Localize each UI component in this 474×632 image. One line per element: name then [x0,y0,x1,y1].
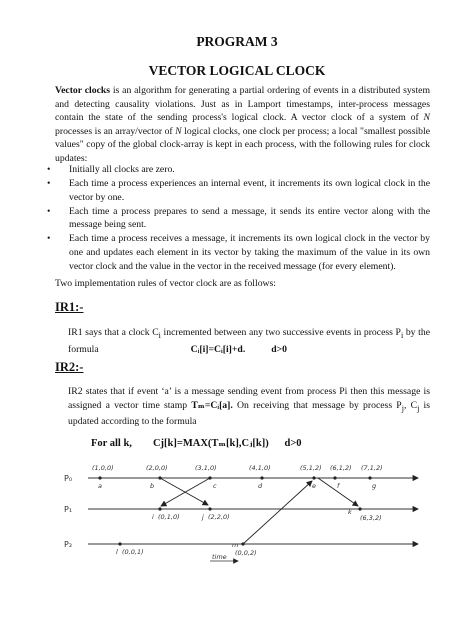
p0-vector: (6,1,2) [330,464,352,472]
p0-vector: (1,0,0) [92,464,114,472]
p0-label: P₀ [64,474,73,483]
p1-label: P₁ [64,505,73,514]
p1-vector: (2,2,0) [208,513,230,521]
list-item-text: Initially all clocks are zero. [69,164,175,175]
formula-cond: d>0 [284,438,302,449]
event-dot [98,476,101,479]
ir1-heading: IR1:- [55,300,84,314]
event-dot [358,507,361,510]
event-label: f [337,482,340,490]
event-dot [260,476,263,479]
intro-text3: logical clocks, one clock per process; a local "smallest possible values" copy of the global clock-array is kept in each process, with the following rules for clock updates: [55,125,430,164]
event-dot [368,476,371,479]
ir2-sub: j [401,403,404,413]
event-dot [158,507,161,510]
ir1-sub2: i [400,330,404,340]
intro-text2: processes is an array/vector of [55,125,176,137]
ir1-text-b: incremented between any two successive events in process P [160,327,401,338]
ir2-text2: On receiving that message by process P [232,399,402,411]
p0-vector: (2,0,0) [146,464,168,472]
p1-vector: (0,1,0) [158,513,180,521]
ir1-formula: Cᵢ[i]=Cᵢ[i]+d. [190,343,246,355]
ir1-text-c: by the formula [68,327,431,355]
ir1-sub: i [158,330,161,340]
message-arrow [160,478,208,505]
intro-n1: N [423,112,430,124]
program-heading: PROGRAM 3 [196,34,278,49]
list-item-text: Each time a process experiences an internal event, it increments its own logical clock in the vector by one. [69,178,430,203]
event-dot [241,542,244,545]
p2-vector: (0,0,2) [235,549,257,557]
ir2-text3: , C [403,399,418,411]
time-label: time [212,553,227,561]
event-label: e [312,482,316,490]
event-label: l [116,548,118,556]
event-dot [312,476,315,479]
event-dot [333,476,336,479]
event-label: b [150,482,155,490]
event-label: d [258,482,263,490]
p0-vector: (4,1,0) [249,464,271,472]
event-dot [208,476,211,479]
bullet-icon: • [47,164,51,175]
formula-forall: For all k, [91,438,132,449]
list-item-text: Each time a process receives a message, it increments its own logical clock in the vector by one and updates each element in its vector by taking the maximum of the value in its own vector clock and the value in the vector in the received message (for every element). [69,233,430,272]
event-label: k [348,508,352,516]
ir2-stamp: Tₘ=Cᵢ[a]. [191,399,233,411]
event-dot [118,542,121,545]
p2-label: P₂ [64,540,73,549]
bullet-icon: • [47,233,51,245]
event-label: a [98,482,102,490]
page-title: VECTOR LOGICAL CLOCK [148,63,326,78]
ir2-text4: is updated according to the formula [68,399,430,428]
event-label: g [372,482,377,490]
p2-vector: (0,0,1) [122,548,144,556]
list-item-text: Each time a process prepares to send a message, it sends its entire vector along with the message being sent. [69,205,430,231]
event-dot [208,507,211,510]
intro-text: is an algorithm for generating a partial ordering of events in a distributed system and detecting causality violations. Just as in Lamport timestamps, inter-process messages contain the state of the sending process's logical clock. A vector clock of a system of [55,85,430,124]
event-dot [158,476,161,479]
message-arrow [243,481,312,544]
event-label: i [152,513,154,521]
p0-vector: (7,1,2) [361,464,383,472]
event-label: m [232,541,239,549]
ir1-text-a: IR1 says that a clock C [68,327,159,338]
bullet-icon: • [47,205,51,217]
event-label: c [213,482,217,490]
intro-lead: Vector clocks [55,85,111,96]
p0-vector: (5,1,2) [300,464,322,472]
bullet-icon: • [47,178,51,190]
ir2-sub2: j [417,403,420,413]
p0-vector: (3,1,0) [195,464,217,472]
ir1-condition: d>0 [271,343,288,355]
formula-expr: Cj[k]=MAX(Tₘ[k],Cⱼ[k]) [152,438,269,449]
p1-vector: (6,3,2) [360,514,382,522]
ir2-text: IR2 states that if event ‘a’ is a message sending event from process Pi then this message is assigned a vector time stamp [68,386,430,411]
two-rules-text: Two implementation rules of vector clock are as follows: [55,278,276,289]
intro-n2: N [175,125,182,137]
ir2-heading: IR2:- [55,360,84,374]
event-label: j [202,513,204,521]
